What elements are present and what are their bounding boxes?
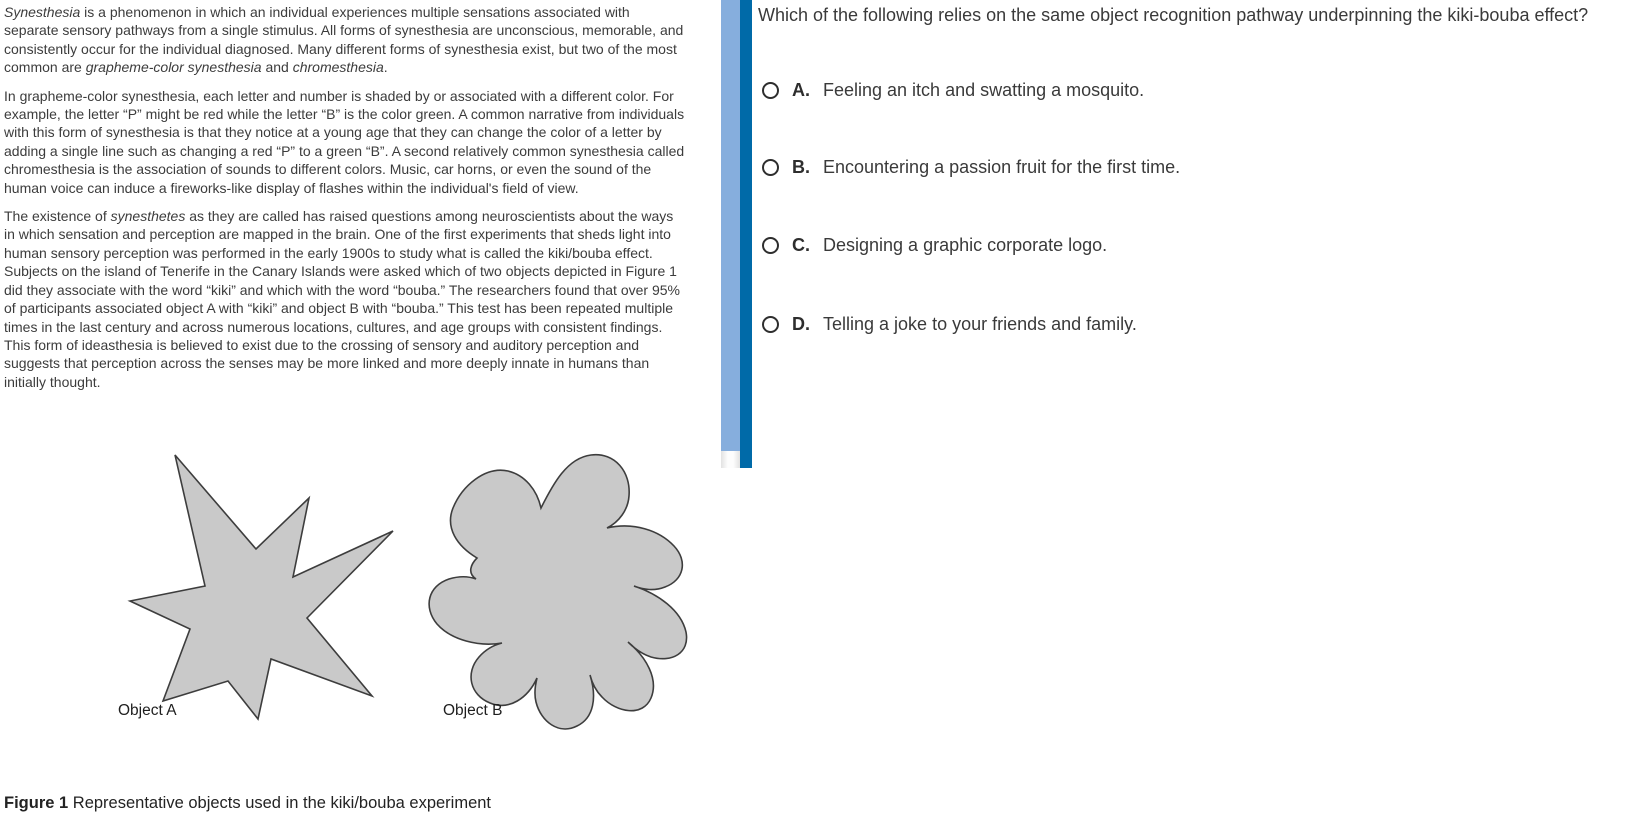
passage-italic-term: synesthetes xyxy=(110,208,186,225)
option-c-letter: C. xyxy=(792,235,810,255)
passage-italic-term: chromesthesia xyxy=(292,59,384,76)
option-row-d[interactable] xyxy=(758,314,1137,335)
passage-scrollbar-track[interactable] xyxy=(721,0,740,468)
passage-panel xyxy=(4,0,688,401)
passage-paragraph-2: In grapheme-color synesthesia, each letter and number is shaded by or associated with a different color. For example, the letter “P” might be red while the letter “B” is the color green. A common narrative from individuals with this form of synesthesia is that they notice at a young age that they can change the color of a letter by adding a single line such as changing a red “P” to a green “B”. A second relatively common synesthesia called chromesthesia is the association of sounds to different colors. Music, car horns, or even the sound of the human voice can induce a fireworks-like display of flashes within the individual's field of view. xyxy=(4,87,685,196)
option-c-radio-icon[interactable] xyxy=(762,237,779,254)
question-panel xyxy=(758,0,1630,468)
passage-italic-term: Synesthesia xyxy=(4,4,81,20)
option-b-radio-icon[interactable] xyxy=(762,159,779,176)
passage-italic-term: grapheme-color synesthesia xyxy=(85,59,262,76)
figure-1 xyxy=(0,446,710,736)
panel-divider xyxy=(740,0,752,468)
passage-scrollbar-thumb[interactable] xyxy=(721,0,740,451)
option-a-radio-icon[interactable] xyxy=(762,82,779,99)
option-d-radio-icon[interactable] xyxy=(762,316,779,333)
question-text: Which of the following relies on the same object recognition pathway underpinning the kiki-bouba effect? xyxy=(758,5,1589,25)
option-d-letter: D. xyxy=(792,314,810,334)
object-b-blob-shape xyxy=(405,446,695,730)
figure-caption: Figure 1 Representative objects used in the kiki/bouba experiment xyxy=(4,794,492,812)
option-row-a[interactable] xyxy=(758,80,1144,101)
option-row-c[interactable] xyxy=(758,235,1107,256)
option-c-text: Designing a graphic corporate logo. xyxy=(823,235,1108,255)
option-b-text: Encountering a passion fruit for the first time. xyxy=(823,157,1181,177)
option-d-text: Telling a joke to your friends and family. xyxy=(823,314,1137,334)
option-a-text: Feeling an itch and swatting a mosquito. xyxy=(823,80,1145,100)
object-a-label: Object A xyxy=(118,702,177,719)
option-b-letter: B. xyxy=(792,157,810,177)
passage-paragraph-1: Synesthesia is a phenomenon in which an individual experiences multiple sensations associated with separate sensory pathways from a single stimulus. All forms of synesthesia are unconscious, memorable, and consistently occur for the individual diagnosed. Many different forms of synesthesia exist, but two of the most common are grapheme-color synesthesia and chromesthesia. xyxy=(4,4,684,76)
option-a-letter: A. xyxy=(792,80,810,100)
option-row-b[interactable] xyxy=(758,157,1180,178)
figure-caption-number: Figure 1 xyxy=(4,794,69,812)
object-b-label: Object B xyxy=(443,702,503,719)
passage-paragraph-3: The existence of synesthetes as they are called has raised questions among neuroscientists about the ways in which sensation and perception are mapped in the brain. One of the first experiments that sheds light into human sensory perception was performed in the early 1900s to study what is called the kiki/bouba effect. Subjects on the island of Tenerife in the Canary Islands were asked which of two objects depicted in Figure 1 did they associate with the word “kiki” and which with the word “bouba.” The researchers found that over 95% of participants associated object A with “kiki” and object B with “bouba.” This test has been repeated multiple times in the last century and across numerous locations, cultures, and age groups with consistent findings. This form of ideasthesia is believed to exist due to the crossing of sensory and auditory perception and suggests that perception across the senses may be more linked and more deeply innate in humans than initially thought. xyxy=(4,208,680,390)
object-a-star-shape xyxy=(125,453,397,721)
